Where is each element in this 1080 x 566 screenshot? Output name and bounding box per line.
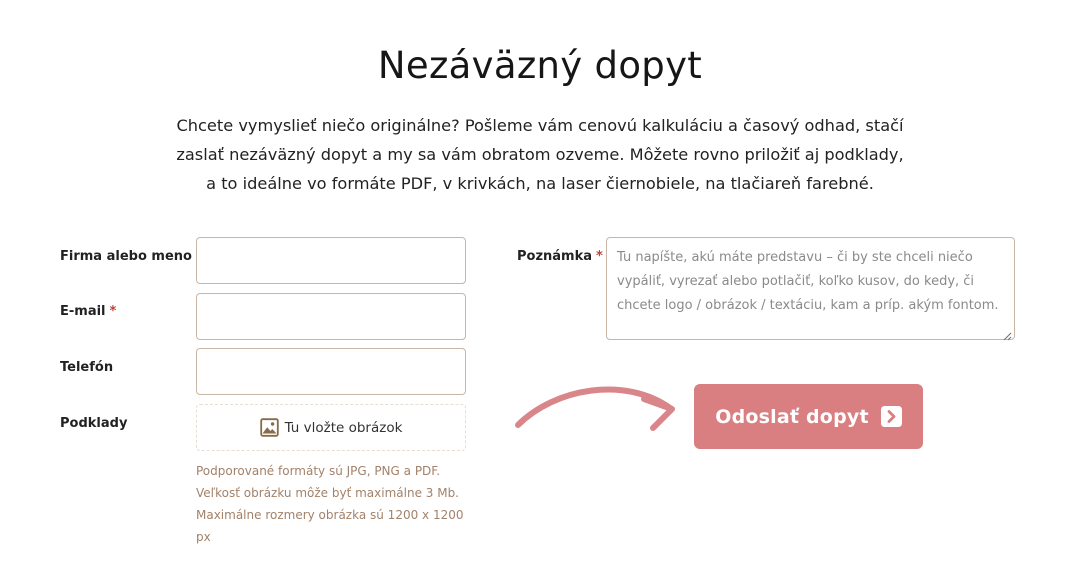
note-textarea[interactable] [606,237,1015,340]
email-field[interactable] [196,293,466,340]
name-field[interactable] [196,237,466,284]
files-label [60,416,127,431]
intro-text: Chcete vymyslieť niečo originálne? Pošleme vám cenovú kalkuláciu a časový odhad, stačí zaslať nezáväzný dopyt a my sa vám obratom ozveme. Môžete rovno priložiť aj podklady, a to ideálne vo formáte PDF, v krivkách, na laser čiernobiele, na tlačiareň farebné. [176,116,904,193]
note-label [517,249,603,264]
required-mark: * [596,249,603,264]
upload-label: Tu vložte obrázok [284,419,403,436]
page-title: Nezáväzný dopyt [377,44,703,87]
phone-field[interactable] [196,348,466,395]
note-label-text: Poznámka [517,249,593,264]
image-icon [260,418,279,437]
phone-label-text: Telefón [60,360,114,375]
curved-arrow-icon [510,378,685,438]
name-label-text: Firma alebo meno [60,249,192,264]
email-label [60,304,116,319]
resize-handle-icon[interactable] [1002,326,1012,336]
upload-hint: Podporované formáty sú JPG, PNG a PDF. Veľkosť obrázku môže byť maximálne 3 Mb. Maximálne rozmery obrázka sú 1200 x 1200 px [196,464,464,544]
phone-label [60,360,113,375]
chevron-right-square-icon [881,406,902,427]
name-label [60,249,203,264]
image-upload-dropzone[interactable] [196,404,466,451]
files-label-text: Podklady [60,416,128,431]
email-label-text: E-mail [60,304,106,319]
submit-label: Odoslať dopyt [715,405,869,428]
submit-button[interactable] [694,384,923,449]
required-mark: * [109,304,117,319]
